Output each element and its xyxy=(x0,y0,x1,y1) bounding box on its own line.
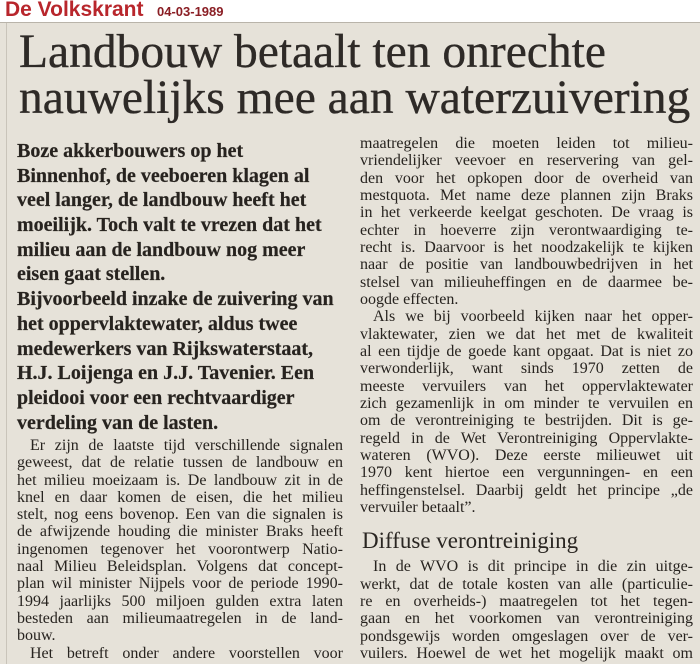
lead-line: Boze akkerbouwers op het xyxy=(17,140,244,162)
body-line: re en overheids-) maatregelen tot het tegen- xyxy=(360,592,693,610)
body-line: wateren (WVO). Deze eerste milieuwet uit xyxy=(360,446,693,464)
publication-date: 04-03-1989 xyxy=(157,4,224,19)
body-line: pondsgewijs worden omgeslagen over de ver- xyxy=(360,627,693,645)
masthead xyxy=(0,0,700,22)
lead-line: Bijvoorbeeld inzake de zuivering van xyxy=(17,288,334,311)
lead-line: het oppervlaktewater, aldus twee xyxy=(17,312,298,335)
body-line: stelt, nog eens bovenop. Een van die signalen is xyxy=(17,506,343,524)
body-line: maatregelen die moeten leiden tot milieu- xyxy=(360,135,693,152)
body-line: Er zijn de laatste tijd verschillende signalen xyxy=(30,436,343,454)
body-line: knel en daar komen de eisen, die het milieu xyxy=(17,488,343,506)
section-subheading: Diffuse verontreiniging xyxy=(362,528,579,554)
body-paragraph xyxy=(360,558,693,662)
body-line: echter in hoeverre zijn verontwaardiging te- xyxy=(360,221,693,239)
lead-line: Binnenhof, de veeboeren klagen al xyxy=(17,164,310,187)
left-column xyxy=(17,139,343,662)
body-line: mestquota. Met name deze plannen zijn Braks xyxy=(360,186,693,204)
article-lead xyxy=(17,139,343,435)
lead-line: moeilijk. Toch valt te vrezen dat het xyxy=(17,214,322,237)
body-line: gaan en het voorkomen van verontreiniging xyxy=(360,610,693,628)
body-line: besteden aan milieumaatregelen in de land- xyxy=(17,610,343,628)
lead-line: verdeling van de lasten. xyxy=(17,411,219,434)
lead-paragraph xyxy=(17,139,343,287)
body-line: bouw. xyxy=(17,627,56,645)
body-paragraph xyxy=(360,135,693,308)
body-line: zich gezamenlijk in om minder te vervuilen en xyxy=(360,394,693,412)
article-headline xyxy=(19,26,691,124)
newspaper-clipping xyxy=(0,22,700,664)
body-line: heffingenstelsel. Daarbij geldt het principe „de xyxy=(360,481,693,499)
lead-line: veel langer, de landbouw heeft het xyxy=(17,189,307,212)
body-line: regeld in de Wet Verontreiniging Oppervlakte- xyxy=(360,429,693,447)
left-body xyxy=(17,437,343,662)
body-line: werkt, dat de totale kosten van alle (particulie- xyxy=(360,575,693,593)
body-line: de afwijzende houding die minister Braks heeft xyxy=(17,523,343,541)
body-line: stelsel van milieuheffingen en de daarmee be- xyxy=(360,273,693,291)
body-line: oogde effecten. xyxy=(360,290,459,308)
body-paragraph xyxy=(17,645,343,662)
lead-line: pleidooi voor een rechtvaardiger xyxy=(17,386,295,409)
body-line: In de WVO is dit principe in die zin uitge- xyxy=(373,558,693,576)
body-line: vuilers. Hoewel de wet het mogelijk maakt om xyxy=(360,644,693,662)
body-line: naar de positie van landbouwbedrijven in het xyxy=(360,256,693,274)
body-line: naal Milieu Beleidsplan. Volgens dat concept- xyxy=(17,558,343,576)
body-line: recht is. Daarvoor is het noodzakelijk te kijken xyxy=(360,238,693,256)
body-line: Het betreft onder andere voorstellen voor xyxy=(30,644,343,662)
lead-paragraph xyxy=(17,287,343,435)
body-line: verwonderlijk, want sinds 1970 zetten de xyxy=(360,360,693,378)
body-line: plan wil minister Nijpels voor de periode 1990- xyxy=(17,575,343,593)
lead-line: H.J. Loijenga en J.J. Tavenier. Een xyxy=(17,362,315,385)
body-line: vervuiler betaalt”. xyxy=(360,498,476,516)
body-line: ingenomen tegenover het voorontwerp Natio- xyxy=(17,540,343,558)
body-line: het milieu moeizaam is. De landbouw zit in de xyxy=(17,471,343,489)
body-line: vriendelijker veevoer en reservering van gel- xyxy=(360,152,693,170)
body-line: meeste vervuilers van het oppervlaktewater xyxy=(360,377,693,395)
body-line: om de verontreiniging te bestrijden. Dit is ge- xyxy=(360,412,693,430)
headline-line: nauwelijks mee aan waterzuivering xyxy=(19,72,691,124)
body-paragraph xyxy=(17,437,343,645)
publication-name: De Volkskrant xyxy=(5,0,144,21)
headline-line: Landbouw betaalt ten onrechte xyxy=(19,26,606,78)
body-line: 1994 jaarlijks 500 miljoen gulden extra laten xyxy=(17,592,343,610)
lead-line: medewerkers van Rijkswaterstaat, xyxy=(17,337,314,360)
body-line: in het verkeerde keelgat geschoten. De vraag is xyxy=(360,204,693,222)
body-line: Als we bij voorbeeld kijken naar het opper- xyxy=(373,308,693,326)
body-line: 1970 kent hiertoe een vergunningen- en een xyxy=(360,464,693,482)
lead-line: eisen gaat stellen. xyxy=(17,263,166,286)
right-column xyxy=(360,135,693,662)
body-line: den voor het opkopen door de overheid van xyxy=(360,169,693,187)
body-line: al een tijdje de goede kant opgaat. Dat is niet zo xyxy=(360,342,693,360)
body-line: geweest, dat de relatie tussen de landbouw en xyxy=(17,454,343,472)
body-paragraph xyxy=(360,308,693,516)
lead-line: milieu aan de landbouw nog meer xyxy=(17,238,306,261)
body-line: vlaktewater, zien we dat het met de kwaliteit xyxy=(360,325,693,343)
